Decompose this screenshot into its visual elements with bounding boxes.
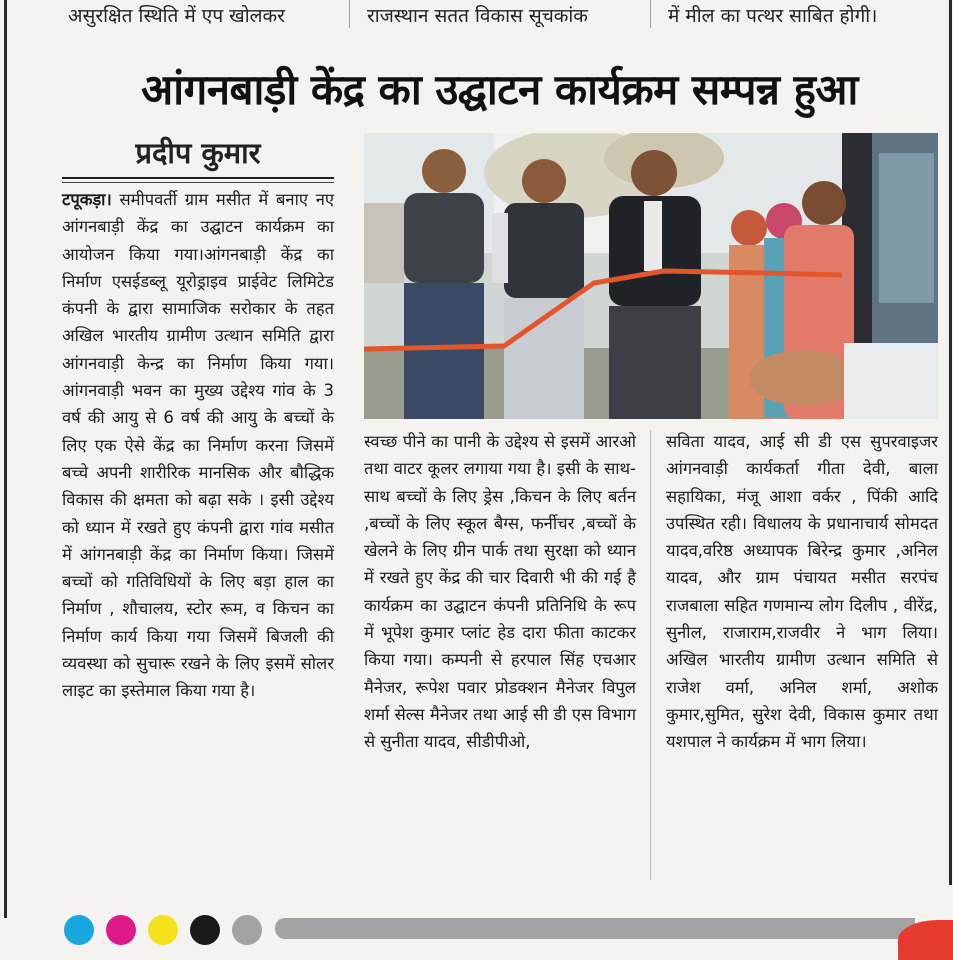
black-registration-dot bbox=[190, 915, 220, 945]
page-left-border bbox=[4, 0, 7, 918]
article-column-2: स्वच्छ पीने का पानी के उद्देश्य से इसमें आरओ तथा वाटर कूलर लगाया गया है। इसी के साथ-साथ बच्चों के लिए ड्रेस ,किचन के लिए बर्तन ,बच्चों के लिए स्कूल बैग्स, फर्नीचर ,बच्चों के खेलने के लिए ग्रीन पार्क तथा सुरक्षा को ध्यान में रखते हुए केंद्र की चार दिवारी भी की गई है कार्यक्रम का उद्घाटन कंपनी प्रतिनिधि के रूप में भूपेश कुमार प्लांट हेड दारा फीता काटकर किया गया। कम्पनी से हरपाल सिंह एचआर मैनेजर, रूपेश पवार प्रोडक्शन मैनेजर विपुल शर्मा सेल्स मैनेजर तथा आई सी डी एस विभाग से सुनीता यादव, सीडीपीओ, bbox=[364, 432, 636, 752]
grey-registration-dot bbox=[232, 915, 262, 945]
cyan-registration-dot bbox=[64, 915, 94, 945]
byline-rule bbox=[62, 177, 334, 179]
ribbon-cutting-photo bbox=[364, 133, 938, 419]
article-column-3: सविता यादव, आई सी डी एस सुपरवाइजर आंगनवाड़ी कार्यकर्ता गीता देवी, बाला सहायिका, मंजू आशा वर्कर , पिंकी आदि उपस्थित रही। विधालय के प्रधानाचार्य सोमदत यादव,वरिष्ठ अध्यापक बिरेन्द्र कुमार ,अनिल यादव, और ग्राम पंचायत मसीत सरपंच राजबाला सहित गणमान्य लोग दिलीप , वीरेंद्र, सुनील, राजाराम,राजवीर ने भाग लिया। अखिल भारतीय ग्रामीण उत्थान समिति से राजेश वर्मा, अनिल शर्मा, अशोक कुमार,सुमित, सुरेश देवी, विकास कुमार तथा यशपाल ने कार्यक्रम में भाग लिया। bbox=[666, 432, 938, 752]
previous-story-fragment-3: में मील का पत्थर साबित होगी। bbox=[668, 5, 878, 27]
article-column-1 bbox=[62, 186, 334, 886]
article-byline: प्रदीप कुमार bbox=[135, 136, 261, 170]
column-divider bbox=[349, 0, 350, 28]
article-dateline: टपूकड़ा। bbox=[62, 190, 112, 209]
previous-story-strip bbox=[0, 0, 953, 30]
column-divider bbox=[650, 0, 651, 28]
article-headline: आंगनबाड़ी केंद्र का उद्घाटन कार्यक्रम सम्पन्न हुआ bbox=[141, 65, 858, 114]
article-column-1-text: समीपवर्ती ग्राम मसीत में बनाए नए आंगनबाड़ी केंद्र का उद्घाटन कार्यक्रम का आयोजन किया गया।आंगनबाड़ी केंद्र का निर्माण एसईडब्लू यूरोड्राइव प्राईवेट लिमिटेड कंपनी के द्वारा सामाजिक सरोकार के तहत अखिल भारतीय ग्रामीण उत्थान समिति द्वारा आंगनवाड़ी केन्द्र का निर्माण किया गया। आंगनवाड़ी भवन का मुख्य उद्देश्य गांव के 3 वर्ष की आयु से 6 वर्ष की आयु के बच्चों के लिए एक ऐसे केंद्र का निर्माण करना जिसमें बच्चे अपनी शारीरिक मानसिक और बौद्धिक विकास की क्षमता को बढ़ा सके । इसी उद्देश्य को ध्यान में रखते हुए कंपनी द्वारा गांव मसीत में आंगनबाड़ी केंद्र का निर्माण किया। जिसमें बच्चों को गतिविधियों के लिए बड़ा हाल का निर्माण , शौचालय, स्टोर रूम, व किचन का निर्माण कार्य किया गया जिसमें बिजली की व्यवस्था को सुचारू रखने के लिए इसमें सोलर लाइट का इस्तेमाल किया गया है। bbox=[62, 190, 334, 701]
column-divider bbox=[650, 430, 651, 880]
byline-rule bbox=[62, 182, 334, 183]
print-colour-bar bbox=[275, 918, 915, 939]
magenta-registration-dot bbox=[106, 915, 136, 945]
yellow-registration-dot bbox=[148, 915, 178, 945]
page-right-border bbox=[949, 0, 952, 885]
previous-story-fragment-2: राजस्थान सतत विकास सूचकांक bbox=[367, 5, 588, 27]
previous-story-fragment-1: असुरक्षित स्थिति में एप खोलकर bbox=[68, 5, 285, 27]
